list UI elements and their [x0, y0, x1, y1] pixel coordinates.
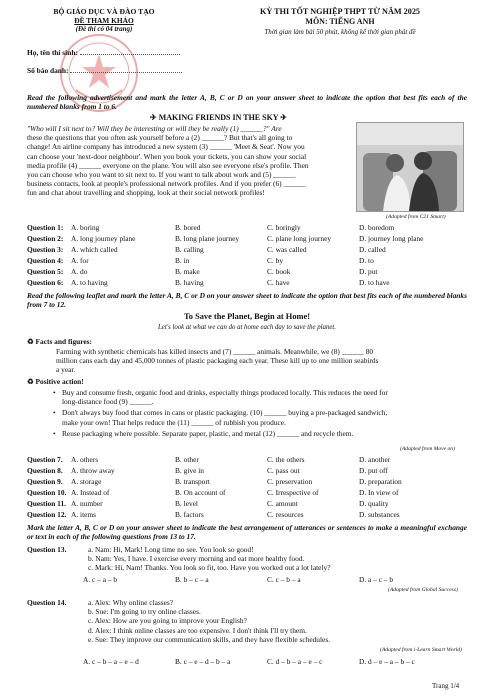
section1-title: ✈ MAKING FRIENDS IN THE SKY ✈	[150, 113, 287, 122]
option-b: B. calling	[175, 245, 204, 254]
passage-line: can choose your 'next-door neighbour'. When you book your tickets, you can show your social	[27, 151, 307, 161]
facts-line: million cans each day and 45,000 tonnes of plastic packaging each year. These kill up to one million seabirds	[56, 356, 379, 366]
question-row	[27, 278, 467, 288]
question-number: Question 8.	[27, 466, 63, 475]
ministry-name: BỘ GIÁO DỤC VÀ ĐÀO TẠO	[53, 7, 155, 16]
facts-line: Farming with synthetic chemicals has killed insects and (7) ______ animals. Meanwhile, we (8) ______ 80	[56, 347, 374, 356]
passage-line: you can choose who you want to sit next to. If you want to talk about work and (5) ______	[27, 170, 296, 180]
option-d: D. called	[359, 245, 386, 254]
action-item: • Don't always buy food that comes in cans or plastic packaging. (10) ______ buying a pre-packaged sandwich, make your own! That helps reduce the (11) ______ of rubbish you produce.	[62, 408, 468, 426]
option-c: C. the others	[267, 455, 305, 464]
option-a: A. storage	[71, 477, 102, 486]
option-d: D. a – c – b	[359, 575, 394, 584]
option-a: A. for	[71, 256, 89, 265]
page-number: Trang 1/4	[432, 682, 460, 690]
question-row	[27, 245, 467, 255]
option-c: C. pass out	[267, 466, 300, 475]
option-a: A. c – a – b	[83, 575, 118, 584]
option-a: A. Instead of	[71, 488, 110, 497]
question-14-label: Question 14.	[27, 598, 67, 607]
utterance: e. Sue: They improve our communication skills, and they have flexible schedules.	[88, 634, 331, 644]
option-a: A. number	[71, 499, 103, 508]
action-list	[62, 388, 468, 438]
question-row	[27, 455, 467, 465]
section3-instruction: Mark the letter A, B, C or D on your answer sheet to indicate the best arrangement of utterances or sentences to make a meaningful exchange or text in each of the following questions from 13 to 17.	[27, 523, 467, 542]
passage-line: "Who will I sit next to? Will they be interesting or will they be really (1) ______?" Are	[27, 124, 282, 133]
utterance: b. Nam: Yes, I have. I exercise every morning and eat more healthy food.	[88, 554, 305, 564]
question-number: Question 5:	[27, 267, 64, 276]
option-b: B. On account of	[175, 488, 226, 497]
utterance: c. Mark: Hi, Nam! Thanks. You look so fit, too. Have you worked out a lot lately?	[88, 563, 331, 573]
passage-line: media profile (4) ______ everyone on the plane. You will also see everyone else's profile. Then	[27, 160, 309, 170]
option-d: D. boredom	[359, 223, 395, 232]
option-c: C. book	[267, 267, 291, 276]
question-row	[27, 267, 467, 277]
recycle-icon: ♻	[27, 337, 34, 346]
option-c: C. Irrespective of	[267, 488, 319, 497]
question-14-options	[27, 657, 467, 667]
option-c: C. c – b – a	[267, 575, 301, 584]
option-b: B. other	[175, 455, 199, 464]
option-b: B. give in	[175, 466, 204, 475]
option-c: C. was called	[267, 245, 307, 254]
utterance: d. Alex: I think online classes are too expensive. I don't think I'll try them.	[88, 625, 307, 635]
option-b: B. b – c – a	[175, 575, 209, 584]
option-b: B. bored	[175, 223, 201, 232]
option-b: B. make	[175, 267, 200, 276]
option-c: C. by	[267, 256, 284, 265]
plane-icon: ✈	[280, 113, 287, 122]
option-d: D. to	[359, 256, 374, 265]
question-number: Question 9.	[27, 477, 63, 486]
section2-subtitle: Let's look at what we can do at home each day to save the planet.	[158, 324, 336, 331]
action-item: • Reuse packaging where possible. Separate paper, plastic, and metal (12) ______ and recycle them.	[62, 429, 468, 438]
recycle-icon: ♻	[27, 377, 34, 386]
passage-line: business contacts, look at people's professional network profiles. And if you prefer (6) ______	[27, 179, 306, 189]
section1-passage	[27, 124, 349, 198]
option-a: A. throw away	[71, 466, 115, 475]
option-c: C. amount	[267, 499, 298, 508]
option-b: B. c – e – d – b – a	[175, 657, 231, 666]
facts-line: a year.	[56, 365, 76, 375]
question-row	[27, 499, 467, 509]
option-b: B. level	[175, 499, 198, 508]
action-item: • Buy and consume fresh, organic food and drinks, especially things produced locally. This reduces the need for long-distance food (9) ______.	[62, 388, 468, 406]
option-a: A. others	[71, 455, 99, 464]
question-13-label: Question 13.	[27, 545, 67, 554]
question-number: Question 11.	[27, 499, 67, 508]
name-label: Họ, tên thí sinh:	[27, 48, 180, 57]
option-a: A. which called	[71, 245, 118, 254]
section1-source: (Adapted from C21 Smart)	[386, 214, 446, 220]
pages-note: (Đề thi có 04 trang)	[75, 25, 133, 33]
utterance: a. Alex: Why online classes?	[88, 598, 174, 607]
question-number: Question 3:	[27, 245, 64, 254]
question-row	[27, 256, 467, 266]
facts-heading: ♻ Facts and figures:	[27, 337, 93, 346]
utterance: b. Sue: I'm going to try online classes.	[88, 607, 201, 617]
option-b: B. in	[175, 256, 190, 265]
option-d: D. substances	[359, 510, 400, 519]
question-number: Question 7.	[27, 455, 63, 464]
option-c: C. preservation	[267, 477, 313, 486]
action-heading: ♻ Positive action!	[27, 377, 84, 386]
option-a: A. to having	[71, 278, 108, 287]
passage-line: these the questions that you often ask yourself before a (2) ______? But that's all going to	[27, 133, 293, 143]
option-d: D. to have	[359, 278, 390, 287]
question-row	[27, 510, 467, 520]
question-14-lines	[88, 598, 468, 644]
airplane-passengers-image	[356, 122, 464, 212]
facts-text	[56, 347, 468, 375]
option-c: C. resources	[267, 510, 304, 519]
passage-line: change! An airline company has introduced a new system (3) ______ 'Meet & Seat'. Now you	[27, 142, 305, 152]
section2-source: (Adapted from Move on)	[400, 446, 455, 452]
question-row	[27, 477, 467, 487]
option-b: B. long plane journey	[175, 234, 240, 243]
exam-type: ĐỀ THAM KHẢO	[74, 16, 134, 25]
option-d: D. put off	[359, 466, 388, 475]
exam-title: KỲ THI TỐT NGHIỆP THPT TỪ NĂM 2025	[259, 7, 421, 16]
passage-line: fun and chat about travelling and shopping, look at their social network profiles!	[27, 188, 265, 198]
option-c: C. plane long journey	[267, 234, 332, 243]
question-row	[27, 223, 467, 233]
option-d: D. put	[359, 267, 378, 276]
question-row	[27, 488, 467, 498]
option-a: A. c – b – a – e – d	[83, 657, 139, 666]
question-row	[27, 466, 467, 476]
question-number: Question 4:	[27, 256, 64, 265]
option-a: A. do	[71, 267, 88, 276]
option-d: D. quality	[359, 499, 389, 508]
question-14-source: (Adapted from i-Learn Smart World)	[380, 647, 462, 653]
utterance: a. Nam: Hi, Mark! Long time no see. You look so good!	[88, 545, 254, 554]
question-number: Question 1:	[27, 223, 64, 232]
time-note: Thời gian làm bài 50 phút, không kể thời gian phát đề	[264, 28, 416, 36]
question-13-options	[27, 575, 467, 585]
section2-instruction: Read the following leaflet and mark the letter A, B, C or D on your answer sheet to indicate the option that best fits each of the numbered blanks from 7 to 12.	[27, 291, 467, 310]
option-d: D. In view of	[359, 488, 399, 497]
option-b: B. transport	[175, 477, 210, 486]
subject: MÔN: TIẾNG ANH	[305, 17, 375, 26]
question-number: Question 2:	[27, 234, 64, 243]
question-number: Question 12.	[27, 510, 67, 519]
question-13-source: (Adapted from Global Success)	[388, 587, 458, 593]
plane-icon: ✈	[150, 113, 157, 122]
option-c: C. have	[267, 278, 290, 287]
option-a: A. items	[71, 510, 97, 519]
option-b: B. factors	[175, 510, 204, 519]
utterance: c. Alex: How are you going to improve your English?	[88, 616, 247, 626]
section1-instruction: Read the following advertisement and mark the letter A, B, C or D on your answer sheet to indicate the option that best fits each of the numbered blanks from 1 to 6.	[27, 93, 467, 112]
question-13-lines	[88, 545, 468, 573]
option-b: B. having	[175, 278, 204, 287]
id-label: Số báo danh:	[27, 66, 182, 75]
section2-title: To Save the Planet, Begin at Home!	[183, 312, 310, 321]
option-a: A. long journey plane	[71, 234, 136, 243]
option-d: D. journey long plane	[359, 234, 424, 243]
option-d: D. preparation	[359, 477, 402, 486]
question-row	[27, 234, 467, 244]
question-number: Question 10.	[27, 488, 67, 497]
option-d: D. another	[359, 455, 391, 464]
option-d: D. d – e – a – b – c	[359, 657, 415, 666]
question-number: Question 6:	[27, 278, 64, 287]
option-a: A. boring	[71, 223, 100, 232]
option-c: C. boringly	[267, 223, 301, 232]
option-c: C. d – b – a – e – c	[267, 657, 323, 666]
